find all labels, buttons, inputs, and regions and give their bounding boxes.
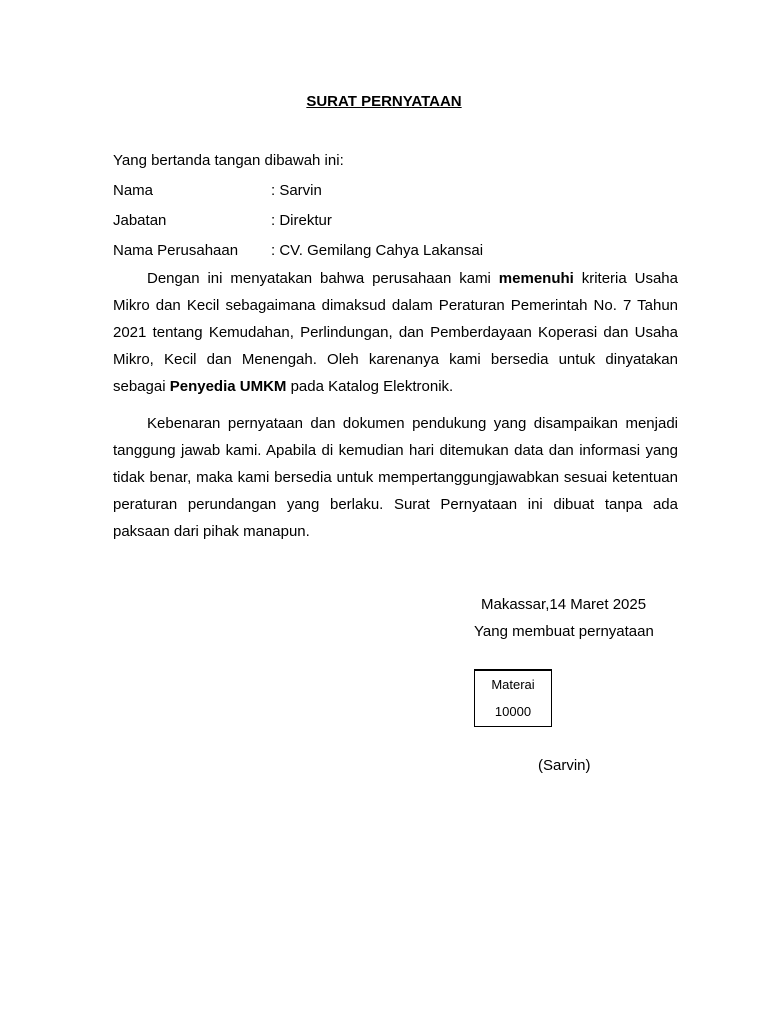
field-label-perusahaan: Nama Perusahaan xyxy=(113,242,239,259)
materai-value: 10000 xyxy=(494,704,532,719)
field-label-jabatan: Jabatan xyxy=(113,212,167,229)
materai-label: Materai xyxy=(491,677,535,692)
field-value-jabatan: : Direktur xyxy=(271,212,332,229)
field-value-perusahaan: : CV. Gemilang Cahya Lakansai xyxy=(271,242,484,259)
document-title: SURAT PERNYATAAN xyxy=(306,93,462,110)
field-label-nama: Nama xyxy=(113,182,154,199)
paragraph-1-text-b: kriteria Usaha Mikro dan Kecil sebagaimana dimaksud dalam Peraturan Pemerintah No. 7 Tahun 2021 tentang Kemudahan, Perlindungan, dan Pemberdayaan Koperasi dan Usaha Mikro, Kecil dan Menengah. Oleh karenanya kami bersedia untuk dinyatakan sebagai xyxy=(113,270,678,395)
signer-name: (Sarvin) xyxy=(538,757,591,774)
intro-text: Yang bertanda tangan dibawah ini: xyxy=(113,152,344,169)
field-value-nama: : Sarvin xyxy=(271,182,322,199)
materai-box xyxy=(474,669,552,727)
statement-paragraph-2: Kebenaran pernyataan dan dokumen pendukung yang disampaikan menjadi tanggung jawab kami. Apabila di kemudian hari ditemukan data dan informasi yang tidak benar, maka kami bersedia untuk mempertanggungjawabkan sesuai ketentuan peraturan perundangan yang berlaku. Surat Pernyataan ini dibuat tanpa ada paksaan dari pihak manapun. xyxy=(113,415,678,540)
paragraph-1-bold-penyedia: Penyedia UMKM xyxy=(169,378,287,395)
place-date: Makassar,14 Maret 2025 xyxy=(481,596,647,613)
paragraph-1-text-c: pada Katalog Elektronik. xyxy=(286,378,454,395)
statement-paragraph-1 xyxy=(113,265,678,400)
paragraph-1-bold-memenuhi: memenuhi xyxy=(498,270,574,287)
paragraph-1-text-a: Dengan ini menyatakan bahwa perusahaan kami xyxy=(147,270,499,287)
maker-label: Yang membuat pernyataan xyxy=(474,623,654,640)
